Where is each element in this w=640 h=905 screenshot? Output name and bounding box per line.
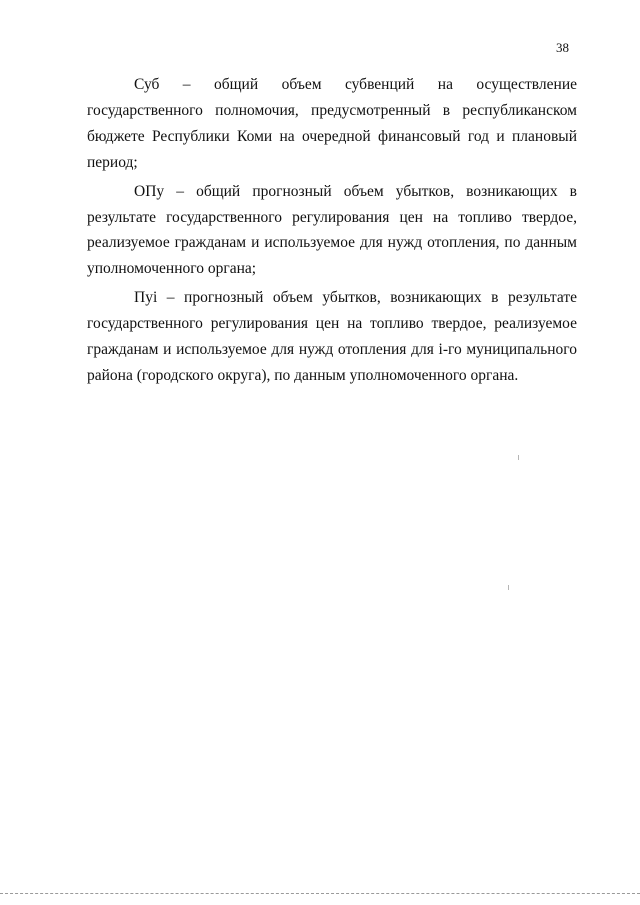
paragraph-sub-definition: Суб – общий объем субвенций на осуществление государственного полномочия, предусмотренный в республиканском бюджете Республики Коми на очередной финансовый год и плановый период; [87, 76, 577, 171]
paragraph-opu-definition: ОПу – общий прогнозный объем убытков, возникающих в результате государственного регулирования цен на топливо твердое, реализуемое гражданам и используемое для нужд отопления, по данным уполномоченного органа; [87, 182, 577, 278]
scan-edge-line [0, 893, 640, 894]
document-body [87, 72, 577, 392]
scan-speck [508, 585, 509, 590]
page-number: 38 [556, 40, 569, 55]
paragraph-pui-definition: Пуi – прогнозный объем убытков, возникающих в результате государственного регулирования цен на топливо твердое, реализуемое гражданам и используемое для нужд отопления для i-го муниципального района (городского округа), по данным уполномоченного органа. [87, 289, 577, 384]
scan-speck [518, 455, 519, 460]
